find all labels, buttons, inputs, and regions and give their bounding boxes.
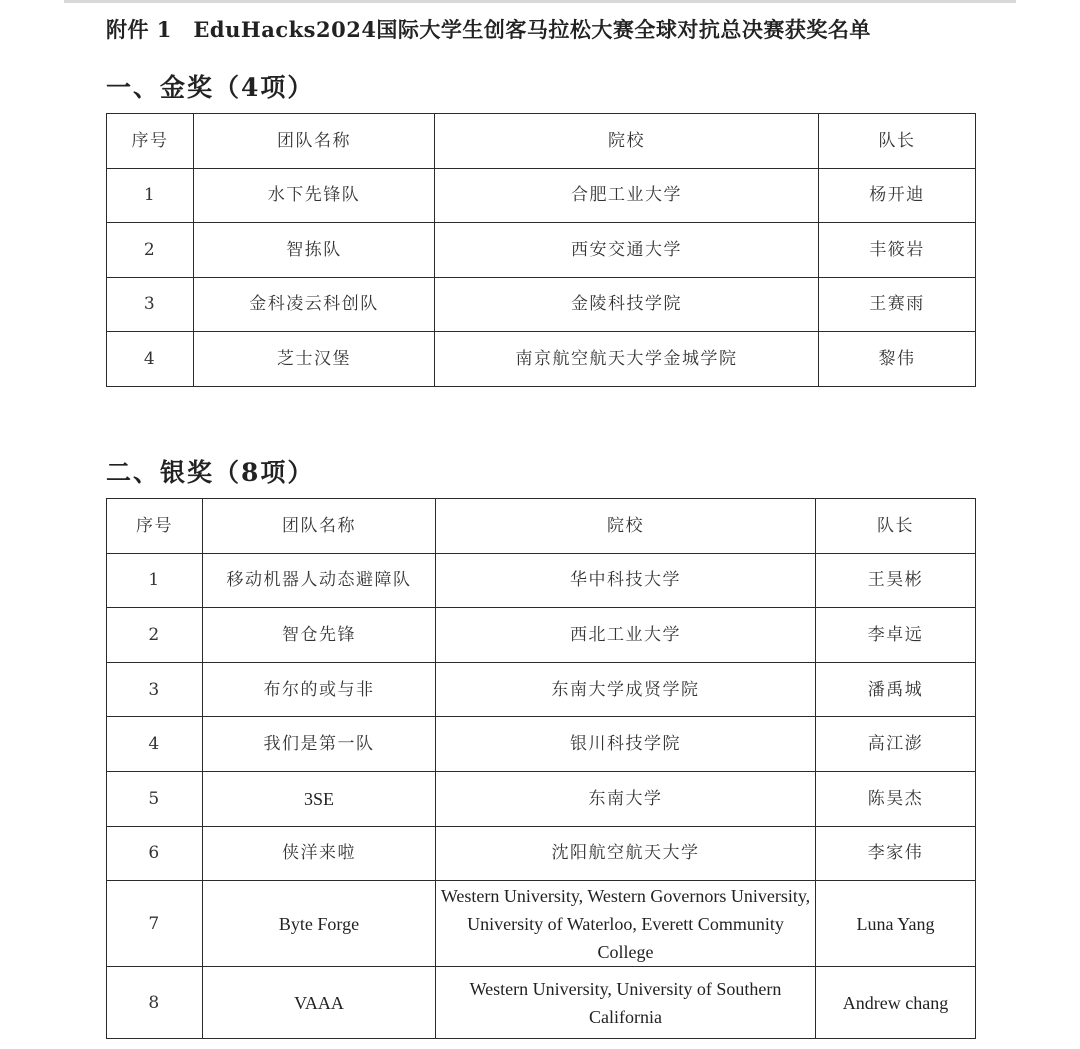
- table-row: [107, 608, 976, 663]
- row-index: 8: [107, 967, 203, 1039]
- row-team-name: 智仓先锋: [203, 608, 436, 663]
- row-team-name: 金科凌云科创队: [194, 277, 435, 332]
- row-school: Western University, Western Governors University, University of Waterloo, Everett Community College: [436, 881, 816, 967]
- row-team-name: 水下先锋队: [194, 168, 435, 223]
- table-row: [107, 168, 976, 223]
- header-captain: 队长: [816, 499, 976, 554]
- row-index: 7: [107, 881, 203, 967]
- header-team-name: 团队名称: [194, 114, 435, 169]
- row-index: 1: [107, 168, 194, 223]
- row-captain: Luna Yang: [816, 881, 976, 967]
- document-title: 附件 1 EduHacks2024国际大学生创客马拉松大赛全球对抗总决赛获奖名单: [106, 17, 871, 42]
- table-row: [107, 826, 976, 881]
- gold-award-heading: 一、金奖（4项）: [106, 73, 315, 102]
- table-row: [107, 967, 976, 1039]
- row-school: 南京航空航天大学金城学院: [435, 332, 819, 387]
- row-captain: 王昊彬: [816, 553, 976, 608]
- row-team-name: 3SE: [203, 771, 436, 826]
- row-captain: 李家伟: [816, 826, 976, 881]
- silver-award-table: [106, 498, 976, 1039]
- row-school: 沈阳航空航天大学: [436, 826, 816, 881]
- row-team-name: 智拣队: [194, 223, 435, 278]
- table-row: [107, 717, 976, 772]
- row-school: 金陵科技学院: [435, 277, 819, 332]
- row-team-name: VAAA: [203, 967, 436, 1039]
- row-team-name: 侠洋来啦: [203, 826, 436, 881]
- row-school: 合肥工业大学: [435, 168, 819, 223]
- row-index: 3: [107, 662, 203, 717]
- row-index: 2: [107, 608, 203, 663]
- table-row: [107, 332, 976, 387]
- header-index: 序号: [107, 114, 194, 169]
- table-header-row: [107, 499, 976, 554]
- row-school: 华中科技大学: [436, 553, 816, 608]
- table-row: [107, 277, 976, 332]
- header-school: 院校: [435, 114, 819, 169]
- row-team-name: 移动机器人动态避障队: [203, 553, 436, 608]
- row-school: Western University, University of Southern California: [436, 967, 816, 1039]
- row-index: 1: [107, 553, 203, 608]
- table-row: [107, 223, 976, 278]
- row-captain: 高江澎: [816, 717, 976, 772]
- row-index: 2: [107, 223, 194, 278]
- row-team-name: 我们是第一队: [203, 717, 436, 772]
- row-captain: 丰筱岩: [819, 223, 976, 278]
- row-captain: 黎伟: [819, 332, 976, 387]
- row-team-name: 布尔的或与非: [203, 662, 436, 717]
- table-row: [107, 881, 976, 967]
- row-captain: 杨开迪: [819, 168, 976, 223]
- table-header-row: [107, 114, 976, 169]
- row-team-name: 芝士汉堡: [194, 332, 435, 387]
- row-school: 东南大学: [436, 771, 816, 826]
- row-captain: 王赛雨: [819, 277, 976, 332]
- row-captain: 潘禹城: [816, 662, 976, 717]
- row-captain: 李卓远: [816, 608, 976, 663]
- silver-award-heading: 二、银奖（8项）: [106, 458, 315, 487]
- row-index: 3: [107, 277, 194, 332]
- row-school: 银川科技学院: [436, 717, 816, 772]
- row-school: 东南大学成贤学院: [436, 662, 816, 717]
- header-captain: 队长: [819, 114, 976, 169]
- row-index: 6: [107, 826, 203, 881]
- row-index: 4: [107, 717, 203, 772]
- row-school: 西安交通大学: [435, 223, 819, 278]
- header-index: 序号: [107, 499, 203, 554]
- row-captain: 陈昊杰: [816, 771, 976, 826]
- row-index: 4: [107, 332, 194, 387]
- page-top-border: [64, 0, 1016, 3]
- gold-award-table: [106, 113, 976, 387]
- row-captain: Andrew chang: [816, 967, 976, 1039]
- row-school: 西北工业大学: [436, 608, 816, 663]
- row-team-name: Byte Forge: [203, 881, 436, 967]
- table-row: [107, 771, 976, 826]
- header-school: 院校: [436, 499, 816, 554]
- table-row: [107, 662, 976, 717]
- table-row: [107, 553, 976, 608]
- row-index: 5: [107, 771, 203, 826]
- header-team-name: 团队名称: [203, 499, 436, 554]
